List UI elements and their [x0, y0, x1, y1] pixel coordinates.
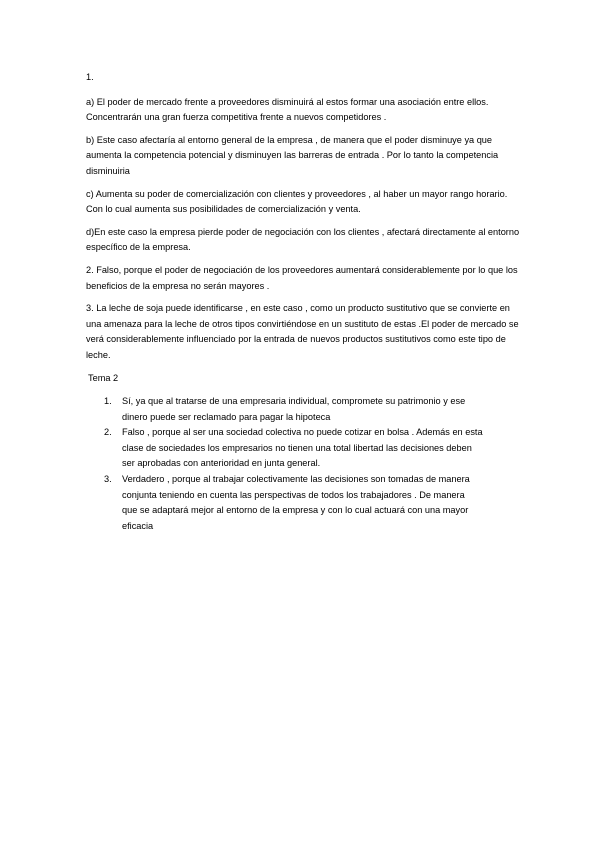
list-item-number: 1. — [104, 396, 112, 407]
list-item-line: Verdadero , porque al trabajar colectivamente las decisiones son tomadas de manera — [122, 474, 470, 485]
tema-2-title: Tema 2 — [88, 372, 119, 383]
list-item-line: que se adaptará mejor al entorno de la empresa y con lo cual actuará con una mayor — [122, 505, 469, 516]
list-item-line: eficacia — [122, 520, 154, 531]
answer-3-paragraph: 3. La leche de soja puede identificarse , en este caso , como un producto sustitutivo que se convierte en una amenaza para la leche de otros tipos convirtiéndose en un sustituto de estas .El poder de mercado se verá considerablemente influenciado por la entrada de nuevos productos sustitutivos como este tipo de leche. — [86, 303, 519, 360]
answer-b-paragraph: b) Este caso afectaría al entorno general de la empresa , de manera que el poder disminuye ya que aumenta la competencia potencial y disminuyen las barreras de entrada . Por lo tanto la competencia disminuiria — [86, 134, 499, 176]
list-item-number: 2. — [104, 427, 112, 438]
list-item-line: clase de sociedades los empresarios no tienen una total libertad las decisiones deben — [122, 442, 472, 453]
tema-2-list — [86, 394, 520, 534]
list-item — [86, 472, 520, 534]
list-item-line: Sí, ya que al tratarse de una empresaria individual, compromete su patrimonio y ese — [122, 396, 466, 407]
list-item-line: Falso , porque al ser una sociedad colectiva no puede cotizar en bolsa . Además en esta — [122, 427, 483, 438]
answer-2-paragraph: 2. Falso, porque el poder de negociación de los proveedores aumentará considerablemente por lo que los beneficios de la empresa no serán mayores . — [86, 264, 518, 291]
list-item — [86, 394, 520, 425]
answer-d-paragraph: d)En este caso la empresa pierde poder de negociación con los clientes , afectará directamente al entorno específico de la empresa. — [86, 226, 520, 253]
document-body — [86, 70, 520, 534]
answer-a-paragraph: a) El poder de mercado frente a proveedores disminuirá al estos formar una asociación entre ellos. Concentrarán una gran fuerza competitiva frente a nuevos competidores . — [86, 96, 489, 123]
list-item-line: conjunta teniendo en cuenta las perspectivas de todos los trabajadores . De manera — [122, 489, 465, 500]
list-item-line: dinero puede ser reclamado para pagar la hipoteca — [122, 411, 331, 422]
list-item-number: 3. — [104, 474, 112, 485]
list-item — [86, 425, 520, 472]
list-item-line: ser aprobadas con anterioridad en junta general. — [122, 458, 321, 469]
answer-c-paragraph: c) Aumenta su poder de comercialización con clientes y proveedores , al haber un mayor rango horario. Con lo cual aumenta sus posibilidades de comercialización y venta. — [86, 188, 508, 215]
section-number: 1. — [86, 72, 94, 82]
